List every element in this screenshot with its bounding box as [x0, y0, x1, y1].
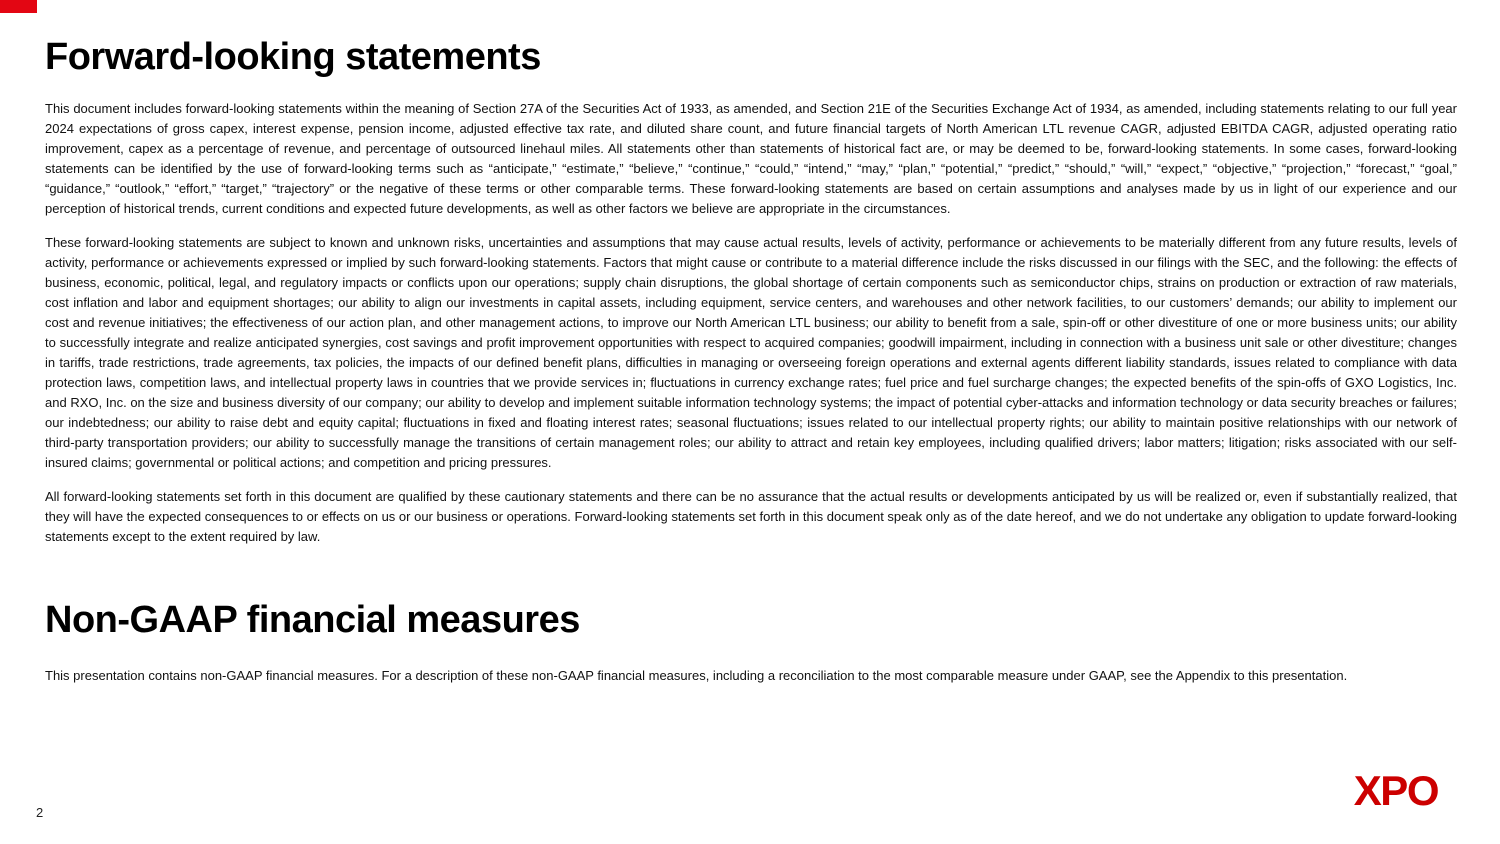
- slide-content: [45, 36, 1457, 686]
- xpo-logo: XPO: [1353, 767, 1438, 814]
- non-gaap-heading: Non-GAAP financial measures: [45, 599, 580, 641]
- forward-looking-paragraph-1: This document includes forward-looking statements within the meaning of Section 27A of the Securities Act of 1933, as amended, and Section 21E of the Securities Exchange Act of 1934, as amended, including statements relating to our full year 2024 expectations of gross capex, interest expense, pension income, adjusted effective tax rate, and diluted share count, and future financial targets of North American LTL revenue CAGR, adjusted EBITDA CAGR, adjusted operating ratio improvement, capex as a percentage of revenue, and percentage of outsourced linehaul miles. All statements other than statements of historical fact are, or may be deemed to be, forward-looking statements. In some cases, forward-looking statements can be identified by the use of forward-looking terms such as “anticipate,” “estimate,” “believe,” “continue,” “could,” “intend,” “may,” “plan,” “potential,” “predict,” “should,” “will,” “expect,” “objective,” “projection,” “forecast,” “goal,” “guidance,” “outlook,” “effort,” “target,” “trajectory” or the negative of these terms or other comparable terms. These forward-looking statements are based on certain assumptions and analyses made by us in light of our experience and our perception of historical trends, current conditions and expected future developments, as well as other factors we believe are appropriate in the circumstances.: [45, 101, 1457, 216]
- forward-looking-paragraph-3: All forward-looking statements set forth in this document are qualified by these cautionary statements and there can be no assurance that the actual results or developments anticipated by us will be realized or, even if substantially realized, that they will have the expected consequences to or effects on us or our business or operations. Forward-looking statements set forth in this document speak only as of the date hereof, and we do not undertake any obligation to update forward-looking statements except to the extent required by law.: [45, 489, 1457, 544]
- page-number: 2: [36, 805, 44, 820]
- non-gaap-paragraph: This presentation contains non-GAAP financial measures. For a description of these non-GAAP financial measures, including a reconciliation to the most comparable measure under GAAP, see the Appendix to this presentation.: [45, 668, 1348, 683]
- forward-looking-paragraph-2: These forward-looking statements are subject to known and unknown risks, uncertainties and assumptions that may cause actual results, levels of activity, performance or achievements to be materially different from any future results, levels of activity, performance or achievements expressed or implied by such forward-looking statements. Factors that might cause or contribute to a material difference include the risks discussed in our filings with the SEC, and the following: the effects of business, economic, political, legal, and regulatory impacts or conflicts upon our operations; supply chain disruptions, the global shortage of certain components such as semiconductor chips, strains on production or extraction of raw materials, cost inflation and labor and equipment shortages; our ability to align our investments in capital assets, including equipment, service centers, and warehouses and other network facilities, to our customers’ demands; our ability to implement our cost and revenue initiatives; the effectiveness of our action plan, and other management actions, to improve our North American LTL business; our ability to benefit from a sale, spin-off or other divestiture of one or more business units; our ability to successfully integrate and realize anticipated synergies, cost savings and profit improvement opportunities with respect to acquired companies; goodwill impairment, including in connection with a business unit sale or other divestiture; changes in tariffs, trade restrictions, trade agreements, tax policies, the impacts of our defined benefit plans, difficulties in managing or overseeing foreign operations and external agents different liability standards, issues related to compliance with data protection laws, competition laws, and intellectual property laws in countries that we provide services in; fluctuations in currency exchange rates; fuel price and fuel surcharge changes; the expected benefits of the spin-offs of GXO Logistics, Inc. and RXO, Inc. on the size and business diversity of our company; our ability to develop and implement suitable information technology systems; the impact of potential cyber-attacks and information technology or data security breaches or failures; our indebtedness; our ability to raise debt and equity capital; fluctuations in fixed and floating interest rates; seasonal fluctuations; issues related to our intellectual property rights; our ability to maintain positive relationships with our network of third-party transportation providers; our ability to successfully manage the transitions of certain management roles; our ability to attract and retain key employees, including qualified drivers; labor matters; litigation; risks associated with our self-insured claims; governmental or political actions; and competition and pricing pressures.: [45, 235, 1457, 470]
- forward-looking-statements-heading: Forward-looking statements: [45, 36, 541, 78]
- slide-accent-mark: [0, 0, 37, 13]
